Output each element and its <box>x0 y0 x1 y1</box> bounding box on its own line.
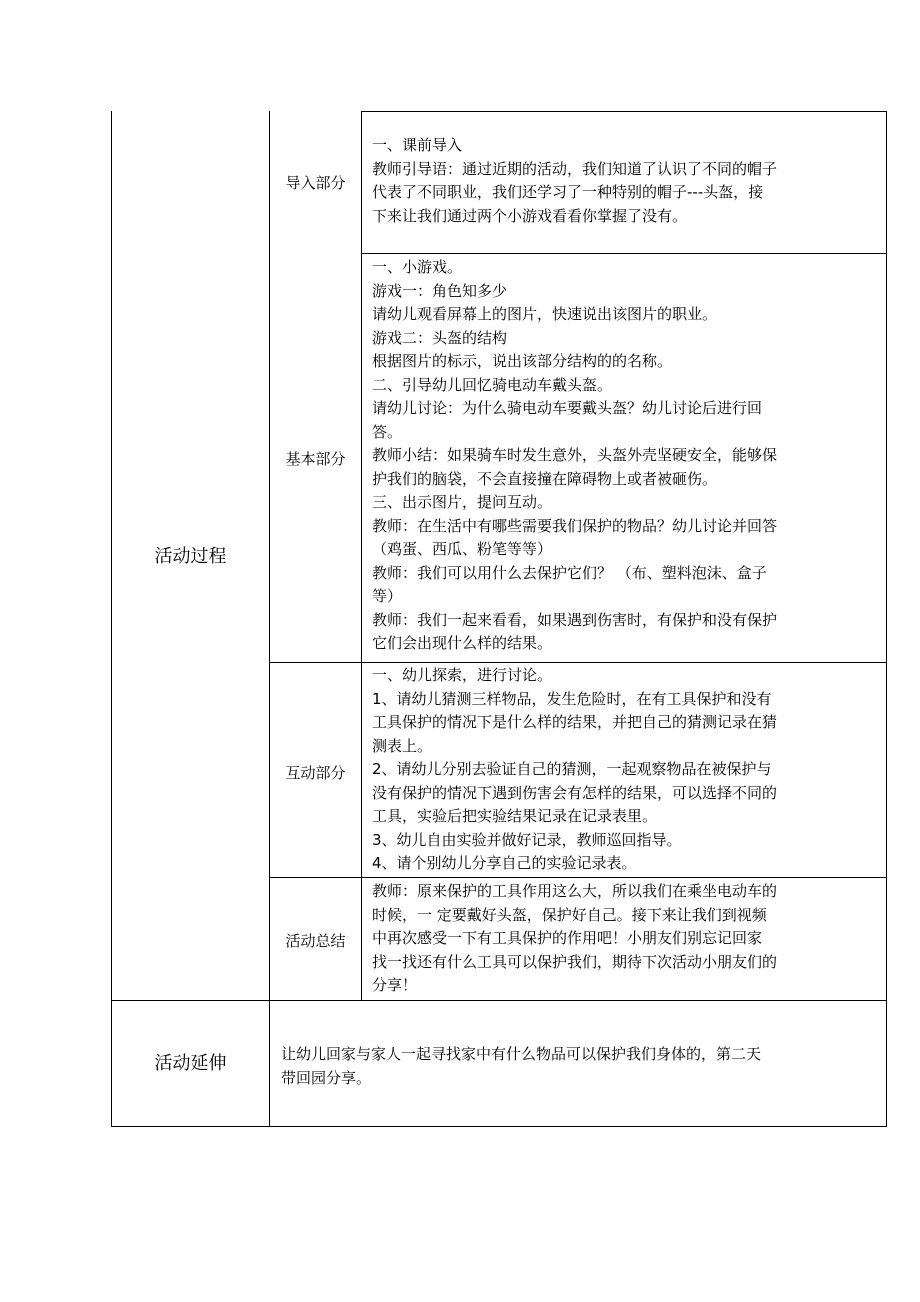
content-line: 三、出示图片，提问互动。 <box>372 493 553 511</box>
content-line: 找一找还有什么工具可以保护我们，期待下次活动小朋友们的 <box>372 952 778 971</box>
content-line: 带回园分享。 <box>281 1068 372 1087</box>
content-line: 2、请幼儿分别去验证自己的猜测，一起观察物品在被保护与 <box>372 760 772 778</box>
section-label-intro: 导入部分 <box>285 174 346 192</box>
content-line: 一、小游戏。 <box>372 258 463 276</box>
content-line: （鸡蛋、西瓜、粉笔等等） <box>372 540 553 558</box>
row-divider-process <box>111 1000 887 1001</box>
content-line: 让幼儿回家与家人一起寻找家中有什么物品可以保护我们身体的，第二天 <box>281 1045 762 1063</box>
table-border-bottom <box>111 1126 887 1127</box>
content-line: 时候，一 定要戴好头盔，保护好自己。接下来让我们到视频 <box>372 905 767 924</box>
content-line: 请幼儿观看屏幕上的图片，快速说出该图片的职业。 <box>372 305 718 323</box>
content-line: 教师小结：如果骑车时发生意外，头盔外壳坚硬安全，能够保 <box>372 446 778 464</box>
content-line: 教师：我们可以用什么去保护它们？ （布、塑料泡沫、盒子 <box>372 563 767 582</box>
content-line: 请幼儿讨论：为什么骑电动车要戴头盔？幼儿讨论后进行回 <box>372 399 763 417</box>
section-label-summary: 活动总结 <box>285 932 346 950</box>
content-line: 教师引导语：通过近期的活动，我们知道了认识了不同的帽子 <box>372 159 778 178</box>
activity-process-title: 活动过程 <box>154 546 227 567</box>
content-line: 一、幼儿探索，进行讨论。 <box>372 666 553 684</box>
content-line: 游戏二：头盔的结构 <box>372 328 508 347</box>
content-line: 工具，实验后把实验结果记录在记录表里。 <box>372 807 658 825</box>
column-divider-1 <box>269 111 270 1127</box>
activity-extension-title: 活动延伸 <box>154 1053 227 1074</box>
section-content-interact <box>372 664 777 876</box>
row-divider-basic <box>269 662 887 663</box>
content-line: 测表上。 <box>372 736 433 755</box>
content-line: 代表了不同职业，我们还学习了一种特别的帽子---头盔，接 <box>372 183 764 201</box>
content-line: 4、请个别幼儿分享自己的实验记录表。 <box>372 854 637 872</box>
section-content-basic <box>372 256 777 656</box>
content-line: 教师：在生活中有哪些需要我们保护的物品？幼儿讨论并回答 <box>372 516 778 535</box>
section-label-basic: 基本部分 <box>285 450 346 468</box>
table-border-top <box>361 111 887 112</box>
content-line: 护我们的脑袋，不会直接撞在障碍物上或者被砸伤。 <box>372 469 718 488</box>
section-content-intro <box>372 134 777 228</box>
content-line: 二、引导幼儿回忆骑电动车戴头盔。 <box>372 375 613 394</box>
table-border-left <box>111 111 112 1127</box>
content-line: 3、幼儿自由实验并做好记录，教师巡回指导。 <box>372 830 682 849</box>
content-line: 教师：原来保护的工具作用这么大，所以我们在乘坐电动车的 <box>372 882 778 900</box>
content-line: 分享！ <box>372 976 418 994</box>
content-line: 1、请幼儿猜测三样物品，发生危险时，在有工具保护和没有 <box>372 689 772 708</box>
content-line: 教师：我们一起来看看，如果遇到伤害时，有保护和没有保护 <box>372 610 778 629</box>
row-divider-intro <box>361 253 887 254</box>
extension-content <box>281 1043 761 1090</box>
content-line: 它们会出现什么样的结果。 <box>372 634 553 652</box>
section-label-interact: 互动部分 <box>285 764 346 782</box>
content-line: 答。 <box>372 422 403 441</box>
content-line: 中再次感受一下有工具保护的作用吧！小朋友们别忘记回家 <box>372 929 763 947</box>
content-line: 一、课前导入 <box>372 136 463 154</box>
table-border-right <box>886 111 887 1127</box>
content-line: 下来让我们通过两个小游戏看看你掌握了没有。 <box>372 206 688 225</box>
content-line: 工具保护的情况下是什么样的结果，并把自己的猜测记录在猜 <box>372 713 778 731</box>
column-divider-2 <box>361 111 362 1000</box>
content-line: 游戏一：角色知多少 <box>372 281 508 300</box>
content-line: 等） <box>372 587 403 605</box>
content-line: 根据图片的标示，说出该部分结构的的名称。 <box>372 352 673 370</box>
content-line: 没有保护的情况下遇到伤害会有怎样的结果，可以选择不同的 <box>372 783 778 802</box>
section-content-summary <box>372 880 777 998</box>
row-divider-interact <box>269 877 887 878</box>
